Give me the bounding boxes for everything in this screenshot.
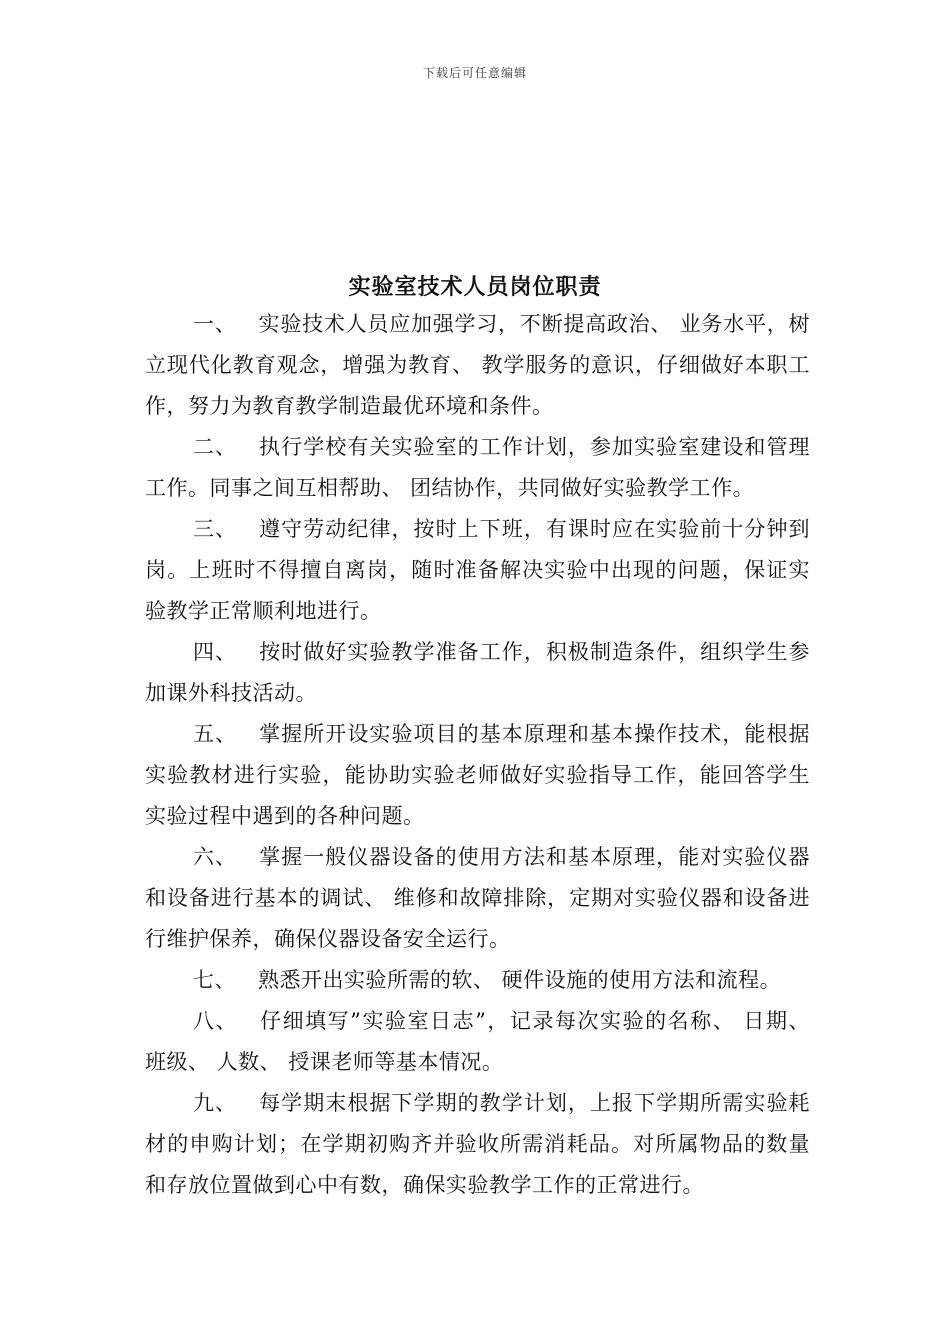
paragraph-text: 熟悉开出实验所需的软、 硬件设施的使用方法和流程。 — [258, 968, 782, 992]
duty-paragraph-6 — [145, 837, 810, 960]
paragraph-number: 二、 — [193, 435, 238, 459]
duty-paragraph-3 — [145, 509, 810, 632]
paragraph-number: 五、 — [193, 722, 238, 746]
duty-paragraph-8 — [145, 1001, 810, 1083]
paragraph-text: 实验技术人员应加强学习，不断提高政治、 业务水平，树立现代化教育观念，增强为教育、 教学服务的意识，仔细做好本职工作，努力为教育教学制造最优环境和条件。 — [145, 312, 810, 418]
paragraph-number: 三、 — [193, 517, 238, 541]
paragraph-number: 八、 — [193, 1009, 239, 1033]
paragraph-text: 执行学校有关实验室的工作计划，参加实验室建设和管理工作。同事之间互相帮助、 团结协作，共同做好实验教学工作。 — [145, 435, 811, 500]
paragraph-text: 每学期末根据下学期的教学计划，上报下学期所需实验耗材的申购计划；在学期初购齐并验收所需消耗品。对所属物品的数量和存放位置做到心中有数，确保实验教学工作的正常进行。 — [145, 1091, 811, 1197]
duty-paragraph-4 — [145, 632, 810, 714]
paragraph-number: 七、 — [193, 968, 236, 992]
duty-paragraph-9 — [145, 1083, 810, 1206]
paragraph-number: 一、 — [193, 312, 237, 336]
document-body — [145, 304, 810, 1206]
paragraph-text: 遵守劳动纪律，按时上下班，有课时应在实验前十分钟到岗。上班时不得擅自离岗，随时准备解决实验中出现的问题，保证实验教学正常顺利地进行。 — [145, 517, 811, 623]
paragraph-number: 六、 — [193, 845, 238, 869]
paragraph-text: 仔细填写”实验室日志”，记录每次实验的名称、 日期、 班级、 人数、 授课老师等基本情况。 — [145, 1009, 810, 1074]
duty-paragraph-1 — [145, 304, 810, 427]
document-title: 实验室技术人员岗位职责 — [348, 274, 602, 300]
duty-paragraph-7 — [145, 960, 810, 1001]
paragraph-text: 掌握所开设实验项目的基本原理和基本操作技术，能根据实验教材进行实验，能协助实验老师做好实验指导工作，能回答学生实验过程中遇到的各种问题。 — [145, 722, 811, 828]
header-note: 下载后可任意编辑 — [422, 66, 527, 80]
paragraph-text: 按时做好实验教学准备工作，积极制造条件，组织学生参加课外科技活动。 — [145, 640, 811, 705]
paragraph-number: 九、 — [193, 1091, 238, 1115]
duty-paragraph-5 — [145, 714, 810, 837]
duty-paragraph-2 — [145, 427, 810, 509]
paragraph-number: 四、 — [193, 640, 238, 664]
paragraph-text: 掌握一般仪器设备的使用方法和基本原理，能对实验仪器和设备进行基本的调试、 维修和故障排除，定期对实验仪器和设备进行维护保养，确保仪器设备安全运行。 — [145, 845, 811, 951]
